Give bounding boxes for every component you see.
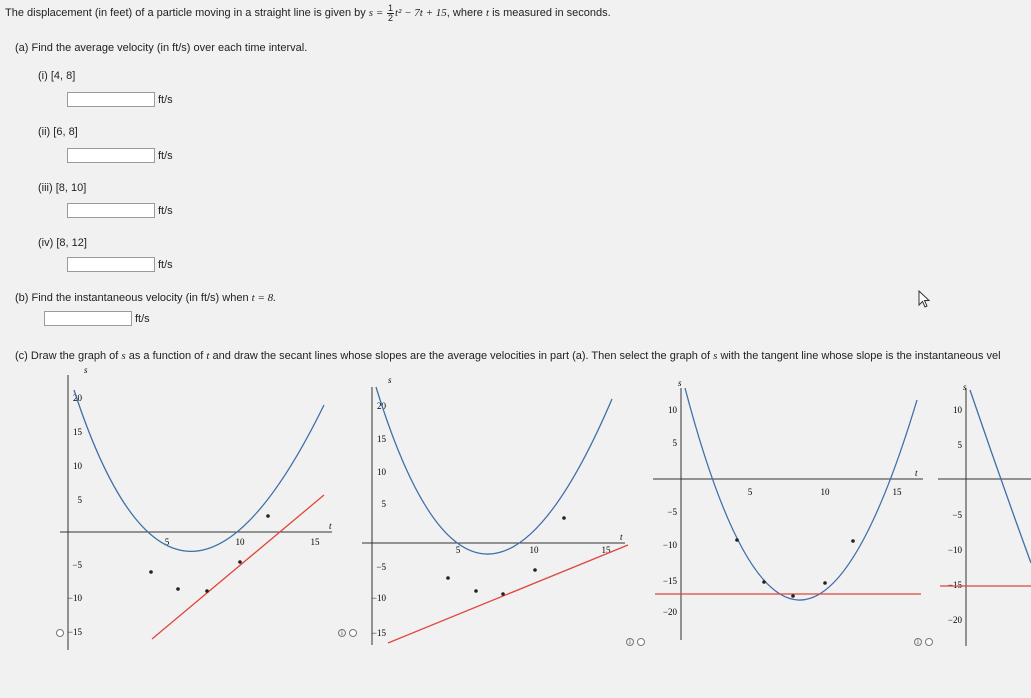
- answer-input-ii[interactable]: [67, 148, 155, 163]
- graph-1-radio[interactable]: [56, 629, 64, 637]
- y-tick-label: −15: [947, 580, 962, 590]
- intro-seconds: is measured in seconds.: [492, 7, 611, 19]
- interval-ii: [6, 8]: [53, 126, 78, 138]
- curve-point: [851, 539, 855, 543]
- part-a-prompt: [15, 42, 307, 54]
- part-a-label: (a): [15, 42, 29, 54]
- x-tick-label: 15: [310, 537, 320, 547]
- y-tick-label: −10: [947, 545, 962, 555]
- part-b-label: (b): [15, 292, 29, 304]
- x-tick-label: 5: [164, 537, 170, 547]
- y-tick-label: −10: [67, 593, 82, 603]
- graph-3-plot: [645, 378, 925, 650]
- equation-rhs: t² − 7t + 15: [395, 7, 447, 19]
- curve-point: [735, 538, 739, 542]
- graph-3-radio[interactable]: [637, 638, 645, 646]
- y-tick-label: 5: [957, 440, 962, 450]
- part-b-text: Find the instantaneous velocity (in ft/s) when: [31, 292, 249, 304]
- graph-1-plot: [50, 365, 335, 655]
- answer-input-iv[interactable]: [67, 257, 155, 272]
- x-tick-label: 10: [529, 545, 539, 555]
- curve-point: [823, 581, 827, 585]
- interval-i: [4, 8]: [50, 70, 76, 82]
- x-tick-label: 15: [601, 545, 611, 555]
- x-tick-label: 10: [235, 537, 245, 547]
- graph-4-info-icon[interactable]: i: [914, 638, 922, 646]
- x-axis-label: t: [915, 468, 918, 478]
- y-tick-label: −20: [662, 607, 677, 617]
- parabola-curve: [376, 387, 612, 554]
- item-iv-label: (iv) [8, 12]: [38, 237, 87, 249]
- interval-iii: [8, 10]: [55, 182, 87, 194]
- x-tick-label: 10: [820, 487, 830, 497]
- curve-point: [474, 589, 478, 593]
- y-tick-label: −15: [662, 576, 677, 586]
- item-ii-label: (ii) [6, 8]: [38, 126, 78, 138]
- y-tick-label: 10: [953, 405, 962, 415]
- y-tick-label: −5: [667, 507, 677, 517]
- y-tick-label: 15: [377, 434, 386, 444]
- intro-where: , where: [446, 7, 483, 19]
- item-i-label: (i) [4, 8]: [38, 70, 76, 82]
- item-iii-label: (iii) [8, 10]: [38, 182, 87, 194]
- curve-point: [533, 568, 537, 572]
- curve-point: [266, 514, 270, 518]
- y-tick-label: 5: [77, 495, 82, 505]
- y-tick-label: 15: [73, 427, 82, 437]
- x-tick-label: 5: [455, 545, 461, 555]
- graph-2-plot: [350, 375, 630, 655]
- parabola-curve: [685, 388, 917, 600]
- y-tick-label: −10: [371, 593, 386, 603]
- y-tick-label: 10: [377, 467, 386, 477]
- y-axis-label: s: [84, 365, 88, 375]
- answer-input-b[interactable]: [44, 311, 132, 326]
- unit-b: ft/s: [135, 313, 150, 325]
- tangent-line: [152, 495, 324, 639]
- y-axis-label: s: [388, 375, 392, 385]
- y-tick-label: −5: [376, 562, 386, 572]
- graph-option-4[interactable]: [930, 378, 1031, 650]
- y-tick-label: 20: [377, 401, 386, 411]
- equation-lhs: s =: [368, 7, 387, 19]
- y-tick-label: 5: [381, 499, 386, 509]
- parabola-curve: [970, 390, 1031, 563]
- graph-4-plot: [930, 378, 1031, 650]
- graph-option-3[interactable]: [645, 378, 925, 650]
- part-c-label: (c): [15, 350, 28, 362]
- part-c-prompt: (c) Draw the graph of s as a function of t and draw the secant lines whose slopes are the average velocities in part (a). Then select the graph of s with the tangent line whose slope is the instantaneous vel: [15, 350, 1001, 362]
- mouse-cursor-icon: [918, 290, 930, 308]
- tangent-line: [388, 545, 628, 643]
- interval-iv: [8, 12]: [56, 237, 87, 249]
- x-tick-label: 15: [892, 487, 902, 497]
- curve-point: [205, 589, 209, 593]
- graph-option-2[interactable]: [350, 375, 630, 655]
- graph-2-info-icon[interactable]: i: [338, 629, 346, 637]
- intro-text: The displacement (in feet) of a particle moving in a straight line is given by: [5, 7, 366, 19]
- curve-point: [762, 580, 766, 584]
- x-axis-label: t: [329, 521, 332, 531]
- equation-fraction: $\frac{1}{2}$: [388, 2, 394, 23]
- curve-point: [791, 594, 795, 598]
- unit-iv: ft/s: [158, 259, 173, 271]
- y-tick-label: −5: [72, 560, 82, 570]
- part-b-condition: t = 8.: [251, 292, 276, 304]
- y-tick-label: −15: [371, 628, 386, 638]
- answer-input-i[interactable]: [67, 92, 155, 107]
- y-tick-label: −15: [67, 627, 82, 637]
- y-tick-label: 10: [73, 461, 82, 471]
- y-tick-label: 5: [672, 438, 677, 448]
- graph-option-1[interactable]: [50, 365, 335, 655]
- unit-i: ft/s: [158, 94, 173, 106]
- curve-point: [446, 576, 450, 580]
- y-axis-label: s: [963, 382, 967, 392]
- part-b-prompt: [15, 292, 276, 304]
- y-tick-label: 10: [668, 405, 677, 415]
- unit-iii: ft/s: [158, 205, 173, 217]
- curve-point: [149, 570, 153, 574]
- curve-point: [562, 516, 566, 520]
- problem-statement: [5, 2, 611, 24]
- y-tick-label: −5: [952, 510, 962, 520]
- variable-t: t: [485, 7, 489, 19]
- curve-point: [501, 592, 505, 596]
- part-a-text: Find the average velocity (in ft/s) over each time interval.: [31, 42, 308, 54]
- graph-3-info-icon[interactable]: i: [626, 638, 634, 646]
- unit-ii: ft/s: [158, 150, 173, 162]
- y-tick-label: −20: [947, 615, 962, 625]
- curve-point: [176, 587, 180, 591]
- x-axis-label: t: [620, 532, 623, 542]
- x-tick-label: 5: [747, 487, 753, 497]
- y-tick-label: 20: [73, 393, 82, 403]
- y-axis-label: s: [678, 378, 682, 388]
- graph-2-radio[interactable]: [349, 629, 357, 637]
- graph-4-radio[interactable]: [925, 638, 933, 646]
- curve-point: [238, 560, 242, 564]
- y-tick-label: −10: [662, 540, 677, 550]
- answer-input-iii[interactable]: [67, 203, 155, 218]
